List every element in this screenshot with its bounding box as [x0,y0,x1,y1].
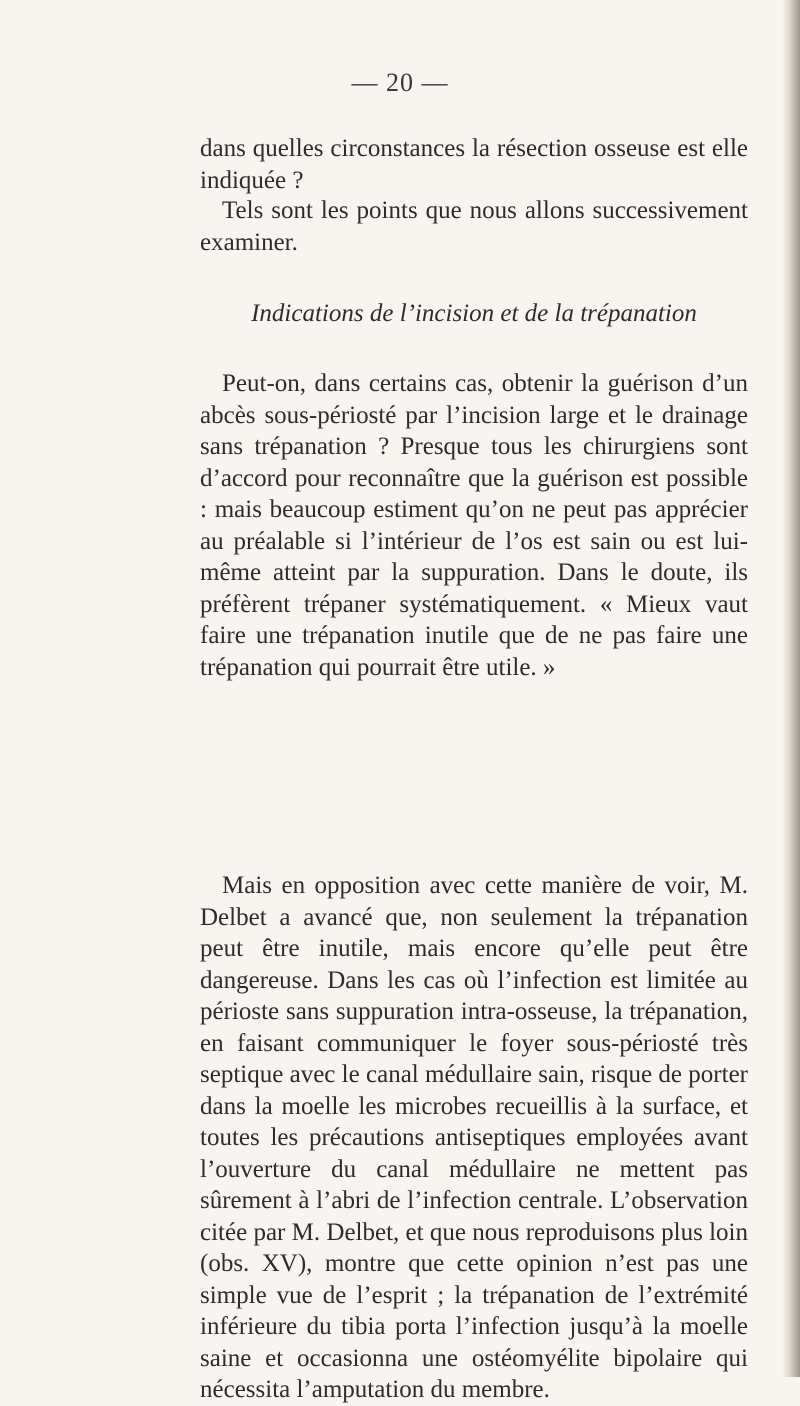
page-number: — 20 — [351,68,449,97]
points-paragraph [200,195,748,258]
body-paragraph-second-text: Mais en opposition avec cette manière de voir, M. Delbet a avancé que, non seulement la trépanation peut être inutile, mais encore qu’elle peut être dangereuse. Dans les cas où l’infection est limitée au périoste sans suppuration intra-osseuse, la trépanation, en faisant communiquer le foyer sous-périosté très septique avec le canal médullaire sain, risque de porter dans la moelle les microbes recueillis à la surface, et toutes les précautions antiseptiques employées avant l’ouverture du canal médullaire ne mettent pas sûrement à l’abri de l’infection centrale. L’observation citée par M. Delbet, et que nous reproduisons plus loin (obs. XV), montre que cette opinion n’est pas une simple vue de l’esprit ; la trépanation de l’extrémité inférieure du tibia porta l’infection jusqu’à la moelle saine et occasionna une ostéomyélite bipolaire qui nécessita l’amputation du membre. [200,872,748,1403]
intro-paragraph: dans quelles circonstances la résection osseuse est elle indiquée ? [200,135,748,194]
section-heading: Indications de l’incision et de la trépanation [251,300,697,327]
points-text: Tels sont les points que nous allons successivement examiner. [200,197,748,256]
page-edge-shadow [782,0,800,1377]
body-paragraph-second [200,870,748,1406]
body-paragraph-first-text: Peut-on, dans certains cas, obtenir la guérison d’un abcès sous-périosté par l’incision large et le drainage sans trépanation ? Presque tous les chirurgiens sont d’accord pour reconnaître que la guérison est possible : mais beaucoup estiment qu’on ne peut pas apprécier au préalable si l’intérieur de l’os est sain ou est lui-même atteint par la suppuration. Dans le doute, ils préfèrent trépaner systématiquement. « Mieux vaut faire une trépanation inutile que de ne pas faire une trépanation qui pourrait être utile. » [200,370,748,681]
body-paragraph-first [200,368,748,683]
